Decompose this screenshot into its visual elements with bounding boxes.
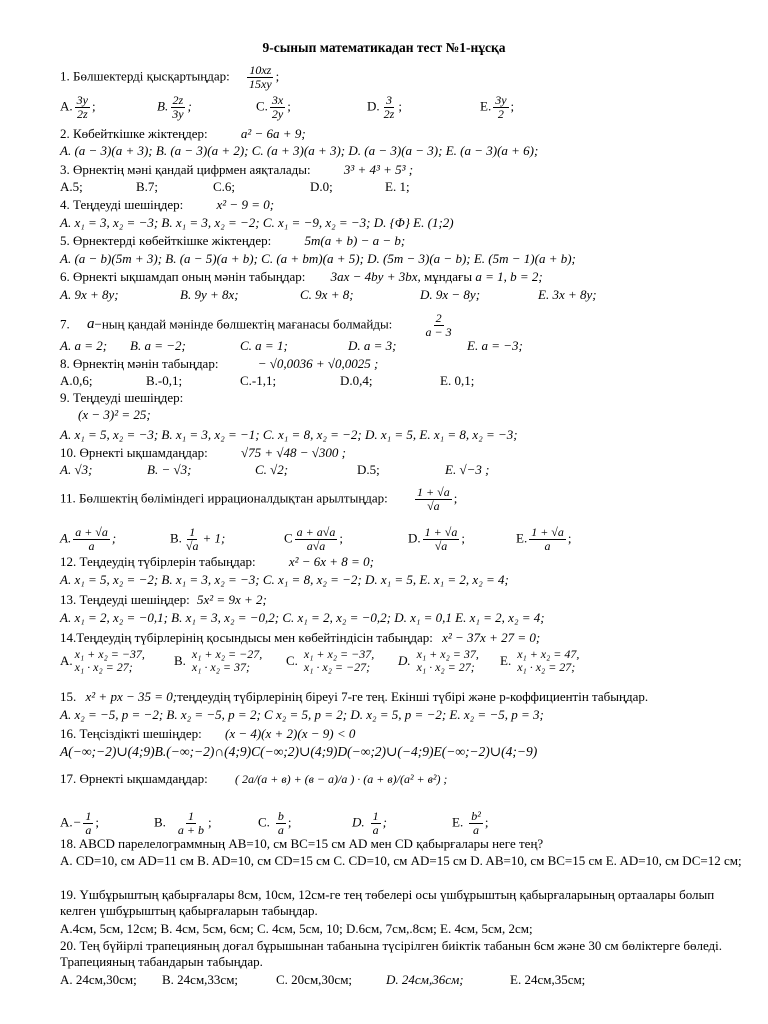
option-e[interactable]: E. 3x + 8y; <box>538 287 597 302</box>
question-19: 19. Үшбұрыштың қабырғалары 8см, 10см, 12см-ге тең төбелері осы үшбұрыштың қабырғаларының ортаалары болып келген үшбұрыштың қабырғаларын табыңдар. <box>60 887 715 918</box>
option-e[interactable]: E. $\frac{3y}{2}$ ; <box>480 93 515 121</box>
option-a[interactable]: A. a = 2; <box>60 338 108 353</box>
option-b[interactable]: B. x₁ + x₂ = −27, x₁ · x₂ = 37; <box>174 647 263 674</box>
option-a[interactable]: A. $\frac{3y}{2z}$ ; <box>60 93 96 121</box>
option-d[interactable]: D. a = 3; <box>348 338 397 353</box>
question-13-options[interactable]: A. x₁ = 2, x₂ = −0,1; B. x₁ = 3, x₂ = −0,2; C. x₁ = 2, x₂ = −0,2; D. x₁ = 0,1 E. x₁ = 2, x₂ = 4; <box>60 610 545 625</box>
option-b[interactable]: B. $\frac{1}{a + b}$ ; <box>154 809 212 837</box>
option-c[interactable]: C. $\frac{3x}{2y}$ ; <box>256 93 291 121</box>
option-b[interactable]: B. − √3; <box>147 462 192 477</box>
option-e[interactable]: E. x₁ + x₂ = 47, x₁ · x₂ = 27; <box>500 647 580 674</box>
question-9-options[interactable]: A. x₁ = 5, x₂ = −3; B. x₁ = 3, x₂ = −1; C. x₁ = 8, x₂ = −2; D. x₁ = 5, E. x₁ = 8, x₂ = −3; <box>60 427 518 442</box>
option-c[interactable]: C $\frac{a + a√a}{a√a}$ ; <box>284 525 343 553</box>
question-13: 13. Теңдеуді шешіңдер: 5x² = 9x + 2; <box>60 592 267 607</box>
page-title: 9-сынып математикадан тест №1-нұсқа <box>262 40 506 55</box>
option-b[interactable]: B. a = −2; <box>130 338 186 353</box>
question-2-options[interactable]: A. (a − 3)(a + 3); B. (a − 3)(a + 2); C. (a + 3)(a + 3); D. (a − 3)(a − 3); E. (a − 3)(a + 6); <box>60 143 539 158</box>
option-d[interactable]: D.5; <box>357 462 380 477</box>
option-d[interactable]: D. 24см,36см; <box>386 972 464 987</box>
question-14: 14.Теңдеудің түбірлерінің қосындысы мен көбейтіндісін табыңдар: x² − 37x + 27 = 0; <box>60 630 541 645</box>
question-7: 7. a−ның қандай мәнінде бөлшектің мағанасы болмайды: $\frac{2}{a - 3}$ <box>60 311 452 339</box>
question-15-options[interactable]: A. x₂ = −5, p = −2; B. x₂ = −5, p = 2; C x₂ = 5, p = 2; D. x₂ = 5, p = −2; E. x₂ = −5, p = 3; <box>60 707 544 722</box>
option-a[interactable]: A.− $\frac{1}{a}$ ; <box>60 809 100 837</box>
option-a[interactable]: A. 9x + 8y; <box>60 287 119 302</box>
option-c[interactable]: C. 20см,30см; <box>276 972 353 987</box>
option-e[interactable]: E. 24см,35см; <box>510 972 586 987</box>
question-5: 5. Өрнектерді көбейткішке жіктеңдер: 5m(a + b) − a − b; <box>60 233 406 248</box>
option-d[interactable]: D. $\frac{1 + √a}{√a}$ ; <box>408 525 465 553</box>
option-e[interactable]: E. √−3 ; <box>445 462 490 477</box>
option-d[interactable]: D.0,4; <box>340 373 373 388</box>
question-4: 4. Теңдеуді шешіңдер: x² − 9 = 0; <box>60 197 275 212</box>
option-c[interactable]: C.6; <box>213 179 236 194</box>
option-a[interactable]: A. √3; <box>60 462 93 477</box>
question-1: 1. Бөлшектерді қысқартыңдар: $\frac{10xz}{15xy}$ ; <box>60 63 280 91</box>
option-b[interactable]: B. $\frac{2z}{3y}$ ; <box>157 93 192 121</box>
question-11: 11. Бөлшектің бөліміндегі иррационалдықтан арылтыңдар: $\frac{1 + √a}{√a}$ ; <box>60 485 458 513</box>
option-d[interactable]: D. x₁ + x₂ = 37, x₁ · x₂ = 27; <box>398 647 479 674</box>
option-c[interactable]: C. 9x + 8; <box>300 287 354 302</box>
question-17: 17. Өрнекті ықшамдаңдар: ( 2a/(a + в) + (в − a)/a ) · (a + в)/(a² + в²) ; <box>60 771 448 786</box>
question-16-options[interactable]: A(−∞;−2)∪(4;9)B.(−∞;−2)∩(4;9)C(−∞;2)∪(4;9)D(−∞;2)∪(−4;9)E(−∞;−2)∪(4;−9) <box>60 744 538 759</box>
question-15: 15. x² + px − 35 = 0;теңдеудің түбірлерінің біреуі 7-ге тең. Екінші түбірі және р-коффициентін табыңдар. <box>60 689 649 704</box>
question-18: 18. ABCD парелелограммның AB=10, см BC=15 см AD мен CD қабырғалары неге тең? <box>60 836 544 851</box>
question-1-text: 1. Бөлшектерді қысқартыңдар: <box>60 68 230 84</box>
question-16: 16. Теңсіздікті шешіңдер: (x − 4)(x + 2)(x − 9) < 0 <box>60 726 356 741</box>
option-e[interactable]: E. $\frac{\text{b²}}{a}$ ; <box>452 809 489 837</box>
option-e[interactable]: E. 0,1; <box>440 373 475 388</box>
option-b[interactable]: B. 9y + 8x; <box>180 287 239 302</box>
question-10: 10. Өрнекті ықшамдаңдар: √75 + √48 − √300 ; <box>60 445 346 460</box>
option-d[interactable]: D.0; <box>310 179 333 194</box>
option-c[interactable]: C. a = 1; <box>240 338 288 353</box>
option-c[interactable]: C. x₁ + x₂ = −37, x₁ · x₂ = −27; <box>286 647 375 674</box>
question-9: 9. Теңдеуді шешіңдер: <box>60 390 184 405</box>
option-e[interactable]: E. 1; <box>385 179 410 194</box>
option-b[interactable]: B.-0,1; <box>146 373 183 388</box>
question-1-fraction: $\frac{10xz}{15xy}$ <box>249 63 272 91</box>
option-b[interactable]: B.7; <box>136 179 159 194</box>
option-e[interactable]: E. $\frac{1 + √a}{a}$ ; <box>516 525 572 553</box>
question-8: 8. Өрнектің мәнін табыңдар: − √0,0036 + √0,0025 ; <box>60 356 379 371</box>
option-a[interactable]: A. 24см,30см; <box>60 972 137 987</box>
option-a[interactable]: A.0,6; <box>60 373 93 388</box>
option-d[interactable]: D. $\frac{1}{a}$ ; <box>352 809 387 837</box>
question-19-options[interactable]: A.4см, 5см, 12см; B. 4см, 5см, 6см; C. 4см, 5см, 10; D.6см, 7см,.8см; E. 4см, 5см, 2см; <box>60 921 533 936</box>
option-d[interactable]: D. 9x − 8y; <box>420 287 481 302</box>
question-12: 12. Теңдеудің түбірлерін табыңдар: x² − 6x + 8 = 0; <box>60 554 374 569</box>
option-c[interactable]: C. $\frac{b}{a}$ ; <box>258 809 292 837</box>
question-20: 20. Тең бүйірлі трапецияның доғал бұрышынан табанына түсірілген биіктік табанын 6см және 30 см бөліктерге бөледі. Трапецияның табандарын табыңдар. <box>60 938 723 969</box>
option-a[interactable]: A. $\frac{a + √a}{a}$ ; <box>60 525 117 553</box>
question-2: 2. Көбейткішке жіктеңдер: a² − 6a + 9; <box>60 126 306 141</box>
option-a[interactable]: A.5; <box>60 179 83 194</box>
option-a[interactable]: A. x₁ + x₂ = −37, x₁ · x₂ = 27; <box>60 647 145 674</box>
question-3: 3. Өрнектің мәні қандай цифрмен аяқталады: 3³ + 4³ + 5³ ; <box>60 162 414 177</box>
question-4-options[interactable]: A. x₁ = 3, x₂ = −3; B. x₁ = 3, x₂ = −2; C. x₁ = −9, x₂ = −3; D. {Φ} E. (1;2) <box>60 215 454 230</box>
question-11-fraction: $\frac{1 + √a}{√a}$ <box>417 485 450 513</box>
option-b[interactable]: B. 24см,33см; <box>162 972 239 987</box>
question-12-options[interactable]: A. x₁ = 5, x₂ = −2; B. x₁ = 3, x₂ = −3; C. x₁ = 8, x₂ = −2; D. x₁ = 5, E. x₁ = 2, x₂ = 4; <box>60 572 509 587</box>
option-d[interactable]: D. $\frac{3}{2z}$ ; <box>367 93 402 121</box>
question-6: 6. Өрнекті ықшамдап оның мәнін табыңдар: 3ax − 4by + 3bx, мұндағы a = 1, b = 2; <box>60 269 543 284</box>
question-18-options[interactable]: A. CD=10, см AD=11 см B. AD=10, см CD=15 см C. CD=10, см AD=15 см D. AB=10, см BC=15 см E. AD=10, см DC=12 см; <box>60 853 742 868</box>
question-5-options[interactable]: A. (a − b)(5m + 3); B. (a − 5)(a + b); C. (a + bm)(a + 5); D. (5m − 3)(a − b); E. (5m − 1)(a + b); <box>60 251 576 266</box>
option-c[interactable]: C.-1,1; <box>240 373 277 388</box>
option-e[interactable]: E. a = −3; <box>467 338 523 353</box>
question-9-equation: (x − 3)² = 25; <box>78 407 151 422</box>
option-c[interactable]: C. √2; <box>255 462 289 477</box>
option-b[interactable]: B. $\frac{1}{√a}$ + 1; <box>170 525 226 553</box>
question-7-fraction: $\frac{2}{a - 3}$ <box>425 311 452 339</box>
